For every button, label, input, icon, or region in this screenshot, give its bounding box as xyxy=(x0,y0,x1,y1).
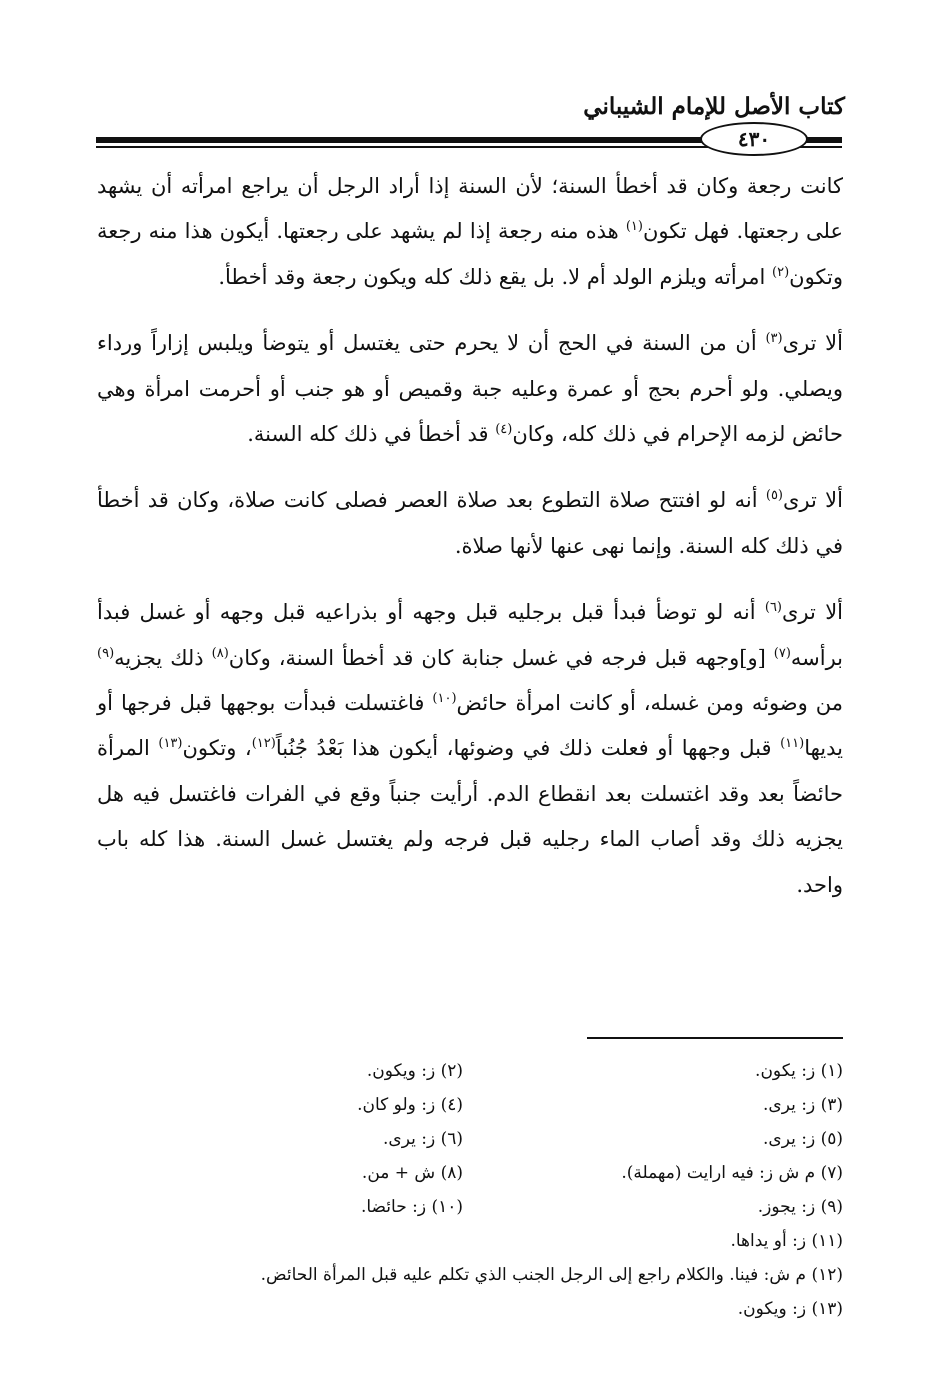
paragraph-2 xyxy=(97,321,843,457)
text-run: من وضوئه ومن غسله، أو كانت امرأة حائض xyxy=(456,691,843,716)
footnote-ref: (٧) xyxy=(773,645,791,661)
text-run: ألا ترى xyxy=(782,331,843,356)
footnote-ref: (٩) xyxy=(97,645,115,661)
text-run: أن من السنة في الحج أن لا يحرم حتى يغتسل أو يتوضأ ويلبس إزاراً ورداء ويصلي. ولو أحرم بحج أو عمرة وعليه جبة وقميص أو هو جنب أو أحرمت امرأة وهي حائض لزمه الإحرام في ذلك كله، وكان xyxy=(97,331,843,447)
text-run: ألا ترى xyxy=(783,488,843,513)
footnote-1: (١) ز: يكون. xyxy=(755,1061,843,1081)
text-run: فاغتسلت فبدأت بوجهها قبل فرجها أو يديها xyxy=(97,691,843,761)
text-run: أنه لو توضأ فبدأ قبل برجليه قبل وجهه أو بذراعيه قبل وجهه أو غسل فبدأ برأسه xyxy=(97,600,844,670)
footnote-13: (١٣) ز: ويكون. xyxy=(737,1299,843,1319)
footnote-3: (٣) ز: يرى. xyxy=(763,1095,843,1115)
text-run: أنه لو افتتح صلاة التطوع بعد صلاة العصر فصلى كانت صلاة، وكان قد أخطأ في ذلك كله السنة. وإنما نهى عنها لأنها صلاة. xyxy=(97,488,843,558)
text-run: ذلك يجزيه xyxy=(114,645,212,670)
footnote-ref: (١٣) xyxy=(158,736,183,752)
footnote-4: (٤) ز: ولو كان. xyxy=(357,1095,463,1115)
paragraph-4 xyxy=(97,590,843,908)
footnotes-two-column xyxy=(97,1054,843,1224)
footnote-ref: (٨) xyxy=(211,645,229,661)
footnote-9: (٩) ز: يجوز. xyxy=(757,1197,843,1217)
text-run: قد أخطأ في ذلك كله السنة. xyxy=(247,422,496,447)
text-run: [و]وجهه قبل فرجه في غسل جنابة كان قد أخطأ السنة، وكان xyxy=(228,645,774,670)
text-run: كانت رجعة وكان قد أخطأ السنة؛ لأن السنة إذا أراد الرجل أن يراجع امرأته أن يشهد على رجعتها. فهل تكون xyxy=(97,174,843,244)
footnote-6: (٦) ز: يرى. xyxy=(383,1129,463,1149)
footnote-11: (١١) ز: أو يداها. xyxy=(730,1231,843,1251)
footnotes xyxy=(97,1054,843,1326)
text-run: ألا ترى xyxy=(782,600,844,625)
footnote-ref: (١٢) xyxy=(251,736,276,752)
footnote-ref: (٤) xyxy=(495,422,513,438)
footnote-ref: (٥) xyxy=(765,488,783,504)
footnote-ref: (١٠) xyxy=(432,691,457,707)
main-text xyxy=(97,164,843,908)
text-run: المرأة حائضاً بعد وقد اغتسلت بعد انقطاع الدم. أرأيت جنباً وقع في الفرات فاغتسل فيه هل يجزيه ذلك وقد أصاب الماء رجليه قبل فرجه ولم يغتسل غسل السنة. هذا كله باب واحد. xyxy=(97,736,843,897)
page-number-text: ٤٣٠ xyxy=(737,127,771,151)
paragraph-1 xyxy=(97,164,843,300)
footnote-ref: (٢) xyxy=(772,264,790,280)
text-run: هذه منه رجعة إذا لم يشهد على رجعتها. أيكون هذا منه رجعة وتكون xyxy=(97,219,843,289)
text-run: ، وتكون xyxy=(182,736,252,761)
footnote-12: (١٢) م ش: فينا. والكلام راجع إلى الرجل الجنب الذي تكلم عليه قبل المرأة الحائض. xyxy=(260,1265,843,1285)
footnote-ref: (٦) xyxy=(764,600,782,616)
page-number xyxy=(700,122,808,156)
paragraph-3 xyxy=(97,478,843,569)
footnote-ref: (٣) xyxy=(765,331,783,347)
text-run: امرأته ويلزم الولد أم لا. بل يقع ذلك كله ويكون رجعة وقد أخطأ. xyxy=(218,264,772,289)
footnote-ref: (١) xyxy=(625,219,643,235)
footnote-7: (٧) م ش ز: فيه ارايت (مهملة). xyxy=(621,1163,843,1183)
footnote-5: (٥) ز: يرى. xyxy=(763,1129,843,1149)
running-title: كتاب الأصل للإمام الشيباني xyxy=(583,93,845,120)
text-run: قبل وجهها أو فعلت ذلك في وضوئها، أيكون هذا بَعْدُ جُنُباً xyxy=(275,736,781,761)
footnote-8: (٨) ش + من. xyxy=(361,1163,463,1183)
footnote-ref: (١١) xyxy=(780,736,805,752)
footnote-2: (٢) ز: ويكون. xyxy=(366,1061,463,1081)
footnote-separator xyxy=(587,1037,843,1039)
footnote-10: (١٠) ز: حائضا. xyxy=(360,1197,463,1217)
